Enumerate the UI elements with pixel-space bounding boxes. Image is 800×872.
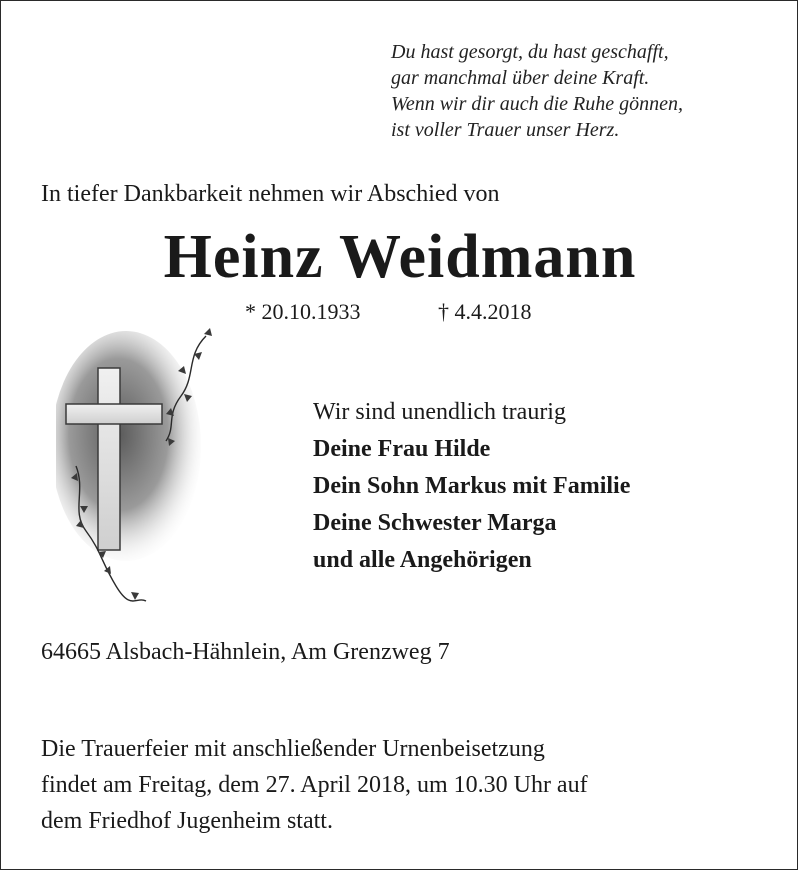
mourners-block [313, 394, 630, 579]
intro-text: In tiefer Dankbarkeit nehmen wir Abschied von [41, 181, 500, 207]
poem-line: Du hast gesorgt, du hast geschafft, [391, 41, 669, 63]
poem [391, 39, 683, 143]
cross-with-ivy-icon [56, 316, 226, 606]
deceased-name: Heinz Weidmann [163, 223, 637, 291]
poem-line: gar manchmal über deine Kraft. [391, 67, 650, 89]
death-date: † 4.4.2018 [438, 299, 532, 324]
mourner-line: Dein Sohn Markus mit Familie [313, 473, 631, 499]
family-address: 64665 Alsbach-Hähnlein, Am Grenzweg 7 [41, 639, 450, 665]
service-line: dem Friedhof Jugenheim statt. [41, 808, 333, 834]
birth-date: * 20.10.1933 [245, 299, 361, 324]
mourner-line: und alle Angehörigen [313, 547, 532, 573]
service-line: Die Trauerfeier mit anschließender Urnenbeisetzung [41, 736, 545, 762]
poem-line: ist voller Trauer unser Herz. [391, 119, 620, 141]
poem-line: Wenn wir dir auch die Ruhe gönnen, [391, 93, 684, 115]
service-line: findet am Freitag, dem 27. April 2018, um 10.30 Uhr auf [41, 772, 588, 798]
mourner-line: Deine Schwester Marga [313, 510, 557, 536]
funeral-service-info [41, 731, 588, 839]
mourner-line: Deine Frau Hilde [313, 436, 491, 462]
mourners-lead: Wir sind unendlich traurig [313, 399, 566, 425]
